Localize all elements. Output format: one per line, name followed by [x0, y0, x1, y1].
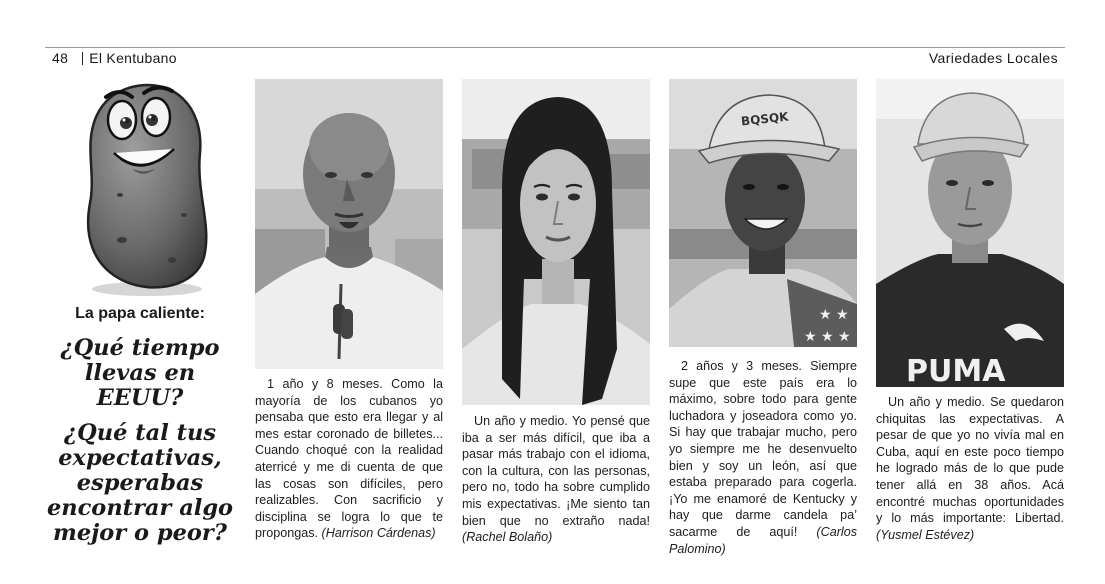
header-rule: [45, 47, 1065, 48]
portrait-photo-harrison: [255, 79, 443, 369]
puma-shirt-logo: PUMA: [906, 354, 1006, 387]
interviewee-name: (Yusmel Estévez): [876, 527, 975, 542]
svg-text:BQSQK: BQSQK: [740, 109, 790, 129]
section-name: Variedades Locales: [928, 50, 1058, 66]
interview-quote-2: [462, 413, 650, 546]
portrait-photo-rachel: [462, 79, 650, 405]
column-kicker: La papa caliente:: [75, 305, 205, 322]
quote-text: 1 año y 8 meses. Como la mayoría de los cubanos yo pensaba que esto era llegar y al mes estar coronado de billetes... Cuando choqué con la realidad aterricé y me di cuenta de que las cosas son difíciles, pero realizables. Con sacrificio y disciplina se logra lo que te propongas.: [255, 377, 443, 541]
interviewee-name: (Rachel Bolaño): [462, 530, 553, 545]
svg-text:★ ★ ★: ★ ★ ★: [804, 329, 851, 345]
interviewee-name: (Carlos Palomino): [669, 524, 857, 556]
interviewee-name: (Harrison Cárdenas): [321, 526, 436, 541]
hot-potato-mascot-illustration: [62, 75, 227, 300]
portrait-photo-carlos: [669, 79, 857, 347]
header-divider: [82, 52, 83, 65]
page-header-left: [52, 50, 177, 66]
quote-text: Un año y medio. Yo pensé que iba a ser más difícil, que iba a pasar más trabajo con el idioma, con la cultura, con las personas, pero no, todo ha sobre cumplido mis expectativas. ¡Me siento tan bien que no extraño nada!: [462, 414, 650, 528]
quote-text: 2 años y 3 meses. Siempre supe que este país era lo máximo, sobre todo para gente luchadora y joseadora como yo. Si hay que trabajar mucho, pero yo siempre me he desenvuelto bien y soy un león, así que estaba preparado para cogerla. ¡Yo me enamoré de Kentucky y hay que darme candela pa’ sacarme de aquí!: [669, 359, 857, 539]
publication-name: El Kentubano: [89, 50, 177, 66]
portrait-photo-yusmel: [876, 79, 1064, 387]
question-headline-2: ¿Qué tal tus expectativas, esperabas encontrar algo mejor o peor?: [46, 420, 234, 546]
interview-quote-3: [669, 358, 857, 557]
svg-text:★ ★: ★ ★: [819, 307, 849, 323]
quote-text: Un año y medio. Se quedaron chiquitas las expectativas. A pesar de que yo no vivía mal en Cuba, aquí en este poco tiempo he logrado más de lo que pude tener allá en 38 años. Acá encontré muchas oportunidades y lo más importante: Libertad.: [876, 395, 1064, 526]
interview-quote-4: [876, 394, 1064, 543]
interview-quote-1: [255, 376, 443, 542]
page-number: 48: [52, 50, 69, 66]
question-headline-1: ¿Qué tiempo llevas en EEUU?: [60, 335, 220, 411]
